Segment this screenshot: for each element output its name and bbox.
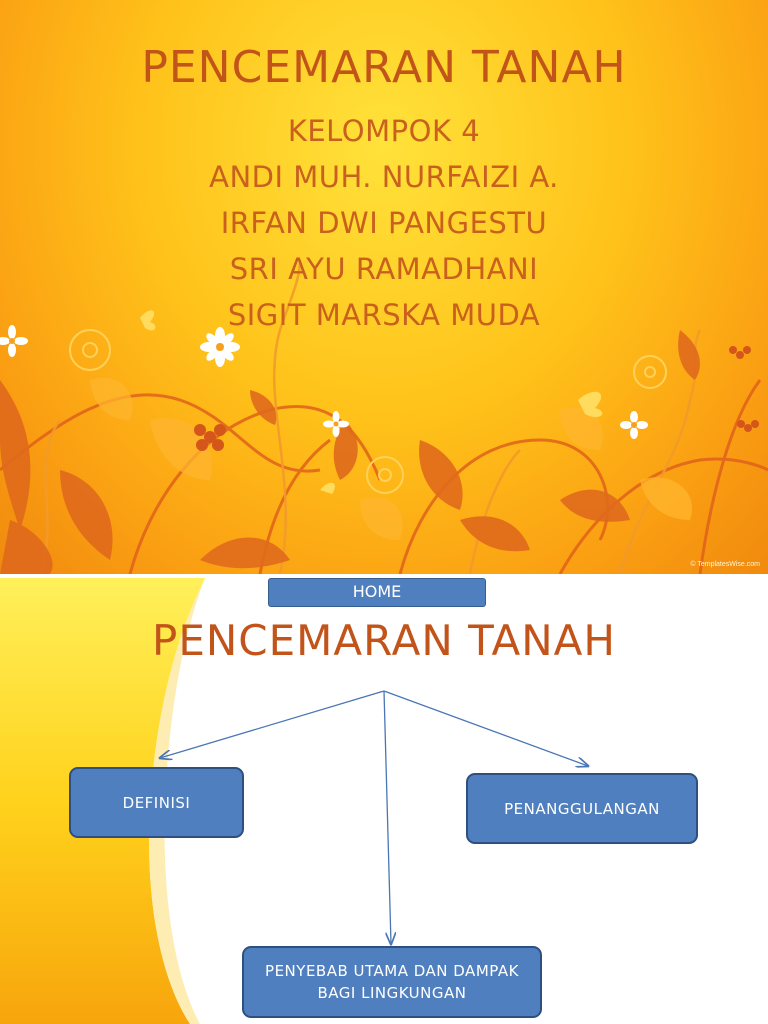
template-credit: © TemplatesWise.com	[690, 561, 760, 568]
penanggulangan-button[interactable]	[466, 773, 698, 844]
penanggulangan-label: PENANGGULANGAN	[504, 799, 660, 818]
penyebab-label-line-1: PENYEBAB UTAMA DAN DAMPAK	[265, 962, 519, 980]
definisi-button[interactable]	[69, 767, 244, 838]
group-label: KELOMPOK 4	[287, 114, 481, 148]
member-name: IRFAN DWI PANGESTU	[220, 206, 548, 240]
group-member-list	[0, 108, 768, 338]
title-slide-heading: PENCEMARAN TANAH	[141, 42, 627, 93]
menu-slide-heading: PENCEMARAN TANAH	[152, 616, 616, 665]
penyebab-dampak-button[interactable]	[242, 946, 542, 1018]
member-name: SRI AYU RAMADHANI	[229, 252, 539, 286]
penyebab-label-line-2: BAGI LINGKUNGAN	[317, 984, 467, 1002]
menu-slide	[0, 578, 768, 1024]
member-name: SIGIT MARSKA MUDA	[227, 298, 541, 332]
definisi-label: DEFINISI	[122, 793, 191, 812]
home-button[interactable]: HOME	[268, 578, 486, 607]
member-name: ANDI MUH. NURFAIZI A.	[209, 160, 559, 194]
penyebab-dampak-label	[265, 960, 519, 1004]
